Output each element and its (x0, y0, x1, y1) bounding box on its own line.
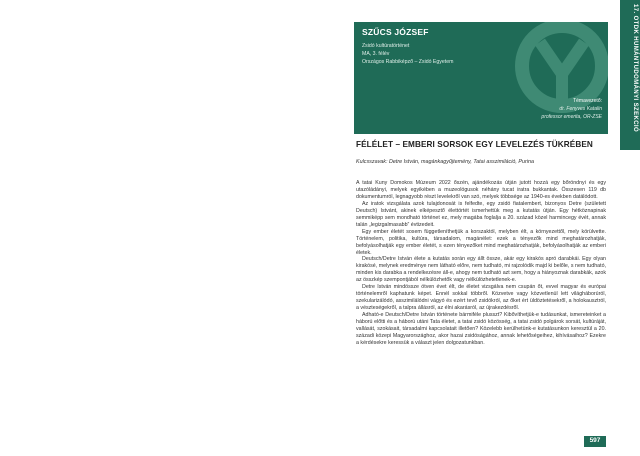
keywords-line (356, 159, 534, 165)
body-paragraph: Detre István mindössze ötven évet élt, de életet vizsgálva nem csupán őt, evvel magyar és európai történelemről kaphatunk képet. Ennél sokkal többről. Közvetve vagy közvetlenül lett világháborúról, szekularizálódó, asszimilálódni vágyó és ezért tevő zsidókról, az őket ért üldöztetésekről, a holokausztról, a vészteségekről, a talpra állásról, az élni akarásról, az újrakezdésről. (356, 284, 606, 312)
author-name: SZŰCS JÓZSEF (362, 27, 429, 37)
body-paragraph: Adható-e Deutsch/Detre István története bármiféle plusszt? Kibővíthetjük-e tudásunkat, ismereteinket a háború előtti és a háború utáni Tata életet, a tatai zsidó közösség, a tatai zsidó polgárok sorsát, kultúráját, vallását, szokásait, társadalmi kapcsolatait illetően? Közelebb kerülhetünk-e kutatásunkon keresztül a 20. századi közepi Magyarországhoz, akor hazai zsidóságához, annak lehetőségeihez, kihívásaihoz? Ezekre a kérdésekre keressük a választ jelen dolgozatunkban. (356, 312, 606, 346)
supervisor-name: dr. Fenyves Katalin (559, 106, 602, 112)
body-paragraph: Az iratok vizsgálata azok tulajdonosát is felfedte, egy zsidó fiatalembert, bizonyos Detre (született Deutsch) Istvánt, akinek elképesztő élettörtét ismerhettük meg a kutatás útján. Egy hétköznapinak semmiképp sem mondható történet ez, mely magába foglalja a 20. század közel harmincegy évét, annak talán „legizgalmasabb” évtizedeit. (356, 200, 606, 228)
keywords-label: Kulcsszavak: (356, 159, 388, 165)
supervisor-label: Témavezető: (573, 98, 602, 104)
supervisor-title: professor emerita, OR-ZSE (541, 114, 602, 120)
keywords-text: Detre István, magánkagyűjtemény, Tatai asszimiláció, Purina (388, 159, 534, 165)
author-institution: Országos Rabbiképző – Zsidó Egyetem (362, 59, 454, 65)
article-title: FÉLÉLET – EMBERI SORSOK EGY LEVELEZÉS TÜKRÉBEN (356, 140, 593, 149)
body-paragraph: Deutsch/Detre István élete a kutatás során egy állt össze, akár egy kirakós apró darabkái. Egy olyan kirakósé, melynek eredménye nem látható előre, nem tudható, mi rajzolódik majd ki belőle, s nem tudható, minden kis darabka a rendelkezésre áll-e, ahogy nem tudható azt sem, hogy a hiányoznak darabkák, azok az összkép szempontjából nélkülözhetők vagy nélkülözhetetlenek-e. (356, 256, 606, 284)
author-semester: MA, 3. félév (362, 51, 390, 57)
author-banner (354, 22, 608, 134)
body-paragraph: Egy ember életét sosem függetleníthetjük a korszaktól, melyben élt, a környezettől, mely körülvette. Történelem, politika, kultúra, társadalom, magánélet: ezek a tényezők mind meghatározhatják, befolyásolhatják egy ember életét, s ezen tényezőket mind meghatározhatják, befolyásolhatják az emberi életek. (356, 228, 606, 256)
author-field: Zsidó kultúratörténet (362, 43, 410, 49)
body-paragraph: A tatai Kuny Domokos Múzeum 2022 őszén, ajándékozás útján jutott hozzá egy bőröndnyi és egy utazóládányi, melyek egyikében a muzeológusok néhány tucat iratra bukkantak. Összesen 119 db dokumentumról, legnagyobb részt levelekről van szó, melyek többsége az 1940-es években datálódott. (356, 180, 606, 200)
section-side-tab-label: 17. OTDK HUMÁNTUDOMÁNYI SZEKCIÓ (632, 4, 638, 133)
page-number: 597 (589, 437, 601, 444)
article-body (356, 180, 606, 347)
